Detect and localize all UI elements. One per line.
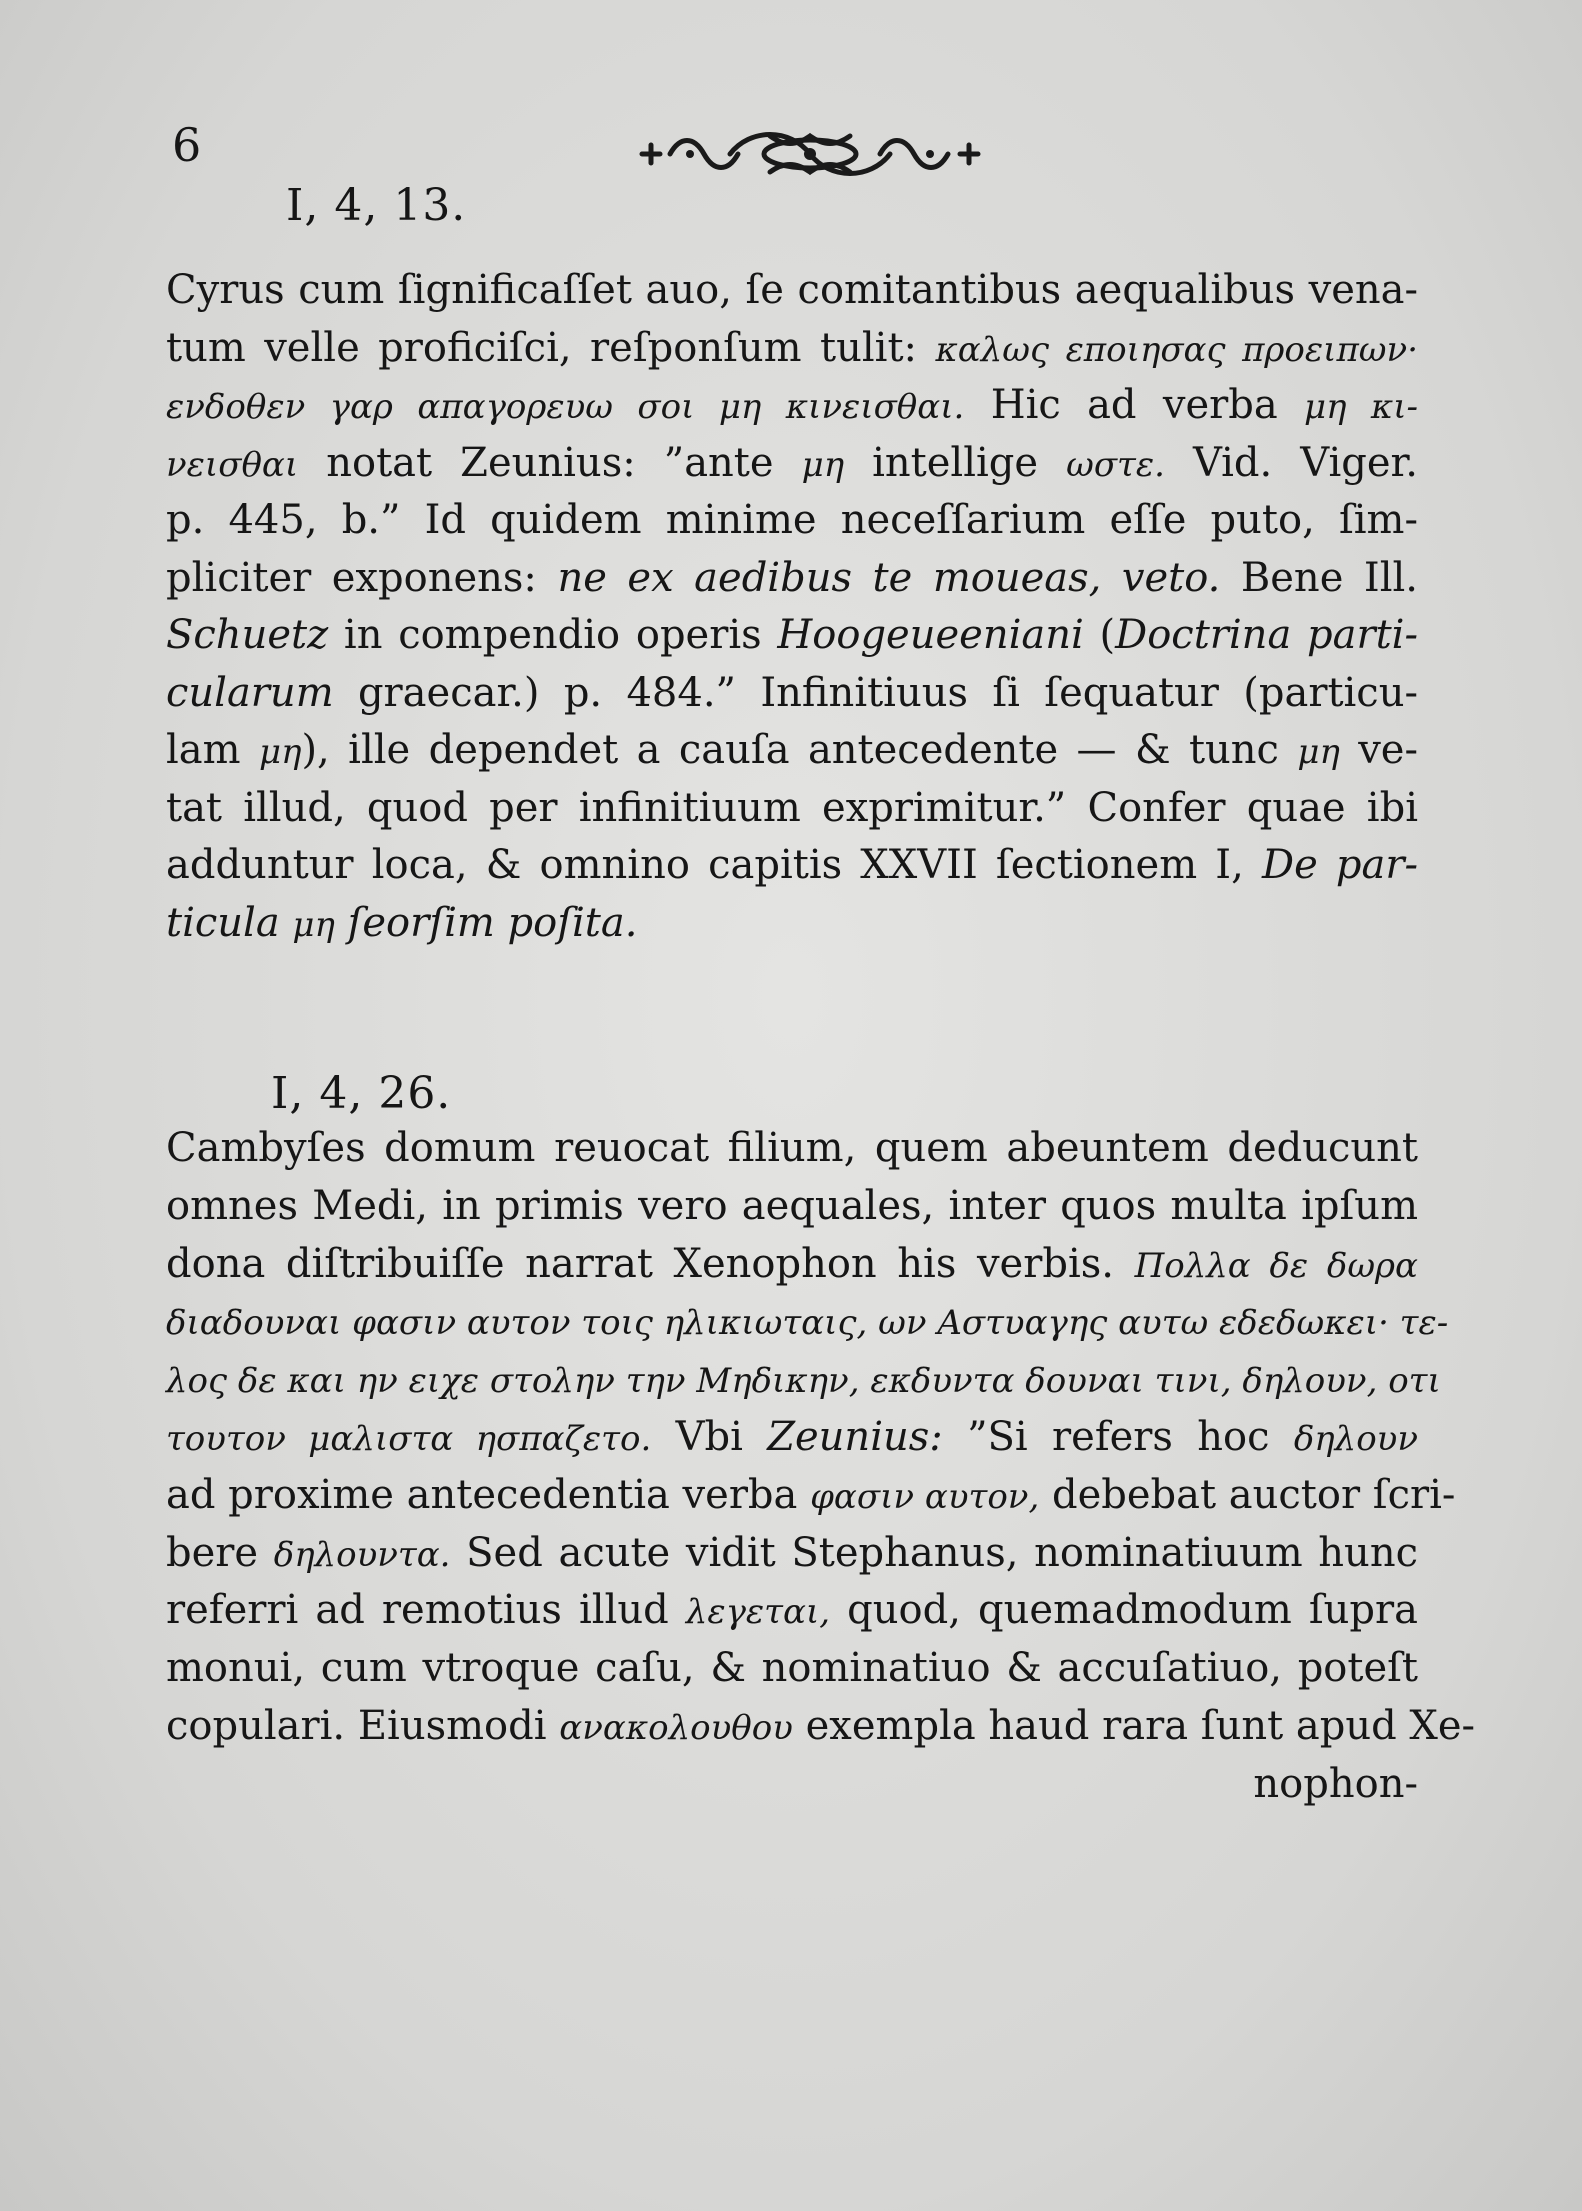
greek-text: δηλουντα.: [273, 1534, 451, 1575]
greek-text: Πολλα δε δωρα: [1134, 1245, 1419, 1286]
greek-text: ωστε.: [1066, 444, 1165, 485]
greek-text: μη: [1297, 732, 1340, 772]
italic-text: ſeorſim poſita.: [347, 899, 638, 946]
text-line: [166, 320, 1418, 376]
text-line: [166, 1409, 1418, 1465]
text-line: [166, 377, 1418, 433]
text-line: [166, 1467, 1456, 1523]
italic-text: ne ex aedibus te moueas, veto.: [557, 554, 1221, 601]
text-segment: [280, 900, 293, 946]
text-segment: Hic ad verba: [964, 382, 1305, 428]
italic-text: Zeunius:: [767, 1414, 943, 1460]
italic-text: De par-: [1262, 842, 1419, 888]
text-segment: in compendio operis: [328, 612, 778, 658]
text-segment: exempla haud rara ſunt apud Xe-: [792, 1703, 1476, 1749]
text-line: [166, 1293, 1449, 1349]
text-segment: tum velle proficiſci, reſponſum tulit:: [166, 324, 936, 371]
text-line: [166, 895, 1418, 951]
greek-text: φασιν αυτον,: [810, 1476, 1040, 1517]
italic-text: Hoogeueeniani: [777, 612, 1084, 658]
italic-text: ticula: [166, 899, 280, 946]
text-segment: graecar.) p. 484.” Infinitiuus ſi ſequatur (particu-: [333, 669, 1418, 716]
text-segment: Cyrus cum ſignificaſſet auo, ſe comitantibus aequalibus vena-: [166, 267, 1418, 313]
text-segment: p. 445, b.” Id quidem minime neceſſarium eſſe puto, ſim-: [166, 497, 1418, 543]
text-line: [166, 1120, 1418, 1176]
text-segment: ), ille dependet a cauſa antecedente — & tunc: [301, 727, 1298, 773]
text-segment: Vbi: [651, 1414, 768, 1460]
text-segment: [335, 900, 348, 946]
greek-text: τουτον μαλιστα ησπαζετο.: [166, 1419, 652, 1459]
text-segment: Bene Ill.: [1220, 554, 1418, 601]
italic-text: Doctrina parti-: [1115, 612, 1418, 658]
page-number: 6: [172, 118, 202, 172]
fleuron-ornament-icon: [630, 118, 990, 190]
greek-text: μη: [292, 904, 335, 945]
text-segment: adduntur loca, & omnino capitis XXVII ſectionem I,: [166, 842, 1262, 888]
text-line: [166, 550, 1418, 606]
text-segment: bere: [166, 1529, 274, 1576]
text-line: [166, 262, 1418, 318]
text-segment: ad proxime antecedentia verba: [166, 1471, 811, 1518]
greek-text: δηλουν: [1293, 1419, 1419, 1459]
text-segment: tat illud, quod per infinitiuum exprimitur.” Confer quae ibi: [166, 784, 1418, 831]
greek-text: μη: [801, 444, 845, 485]
text-segment: referri ad remotius illud: [166, 1587, 686, 1634]
greek-text: καλως εποιησας προειπων·: [935, 329, 1419, 370]
greek-text: διαδουναι φασιν αυτον τοις ηλικιωταις, ων Αστυαγης αυτω εδεδωκει· τε-: [166, 1303, 1449, 1344]
text-line: [166, 837, 1418, 893]
text-line: [166, 607, 1418, 663]
text-line: [166, 1698, 1476, 1754]
greek-text: νεισθαι: [166, 444, 299, 485]
text-line: [166, 1582, 1418, 1638]
greek-text: λεγεται,: [685, 1592, 831, 1633]
section-reference: I, 4, 13.: [286, 180, 467, 231]
text-segment: notat Zeunius: ”ante: [298, 439, 802, 486]
greek-text: λος δε και ην ειχε στολην την Μηδικην, εκδυντα δουναι τινι, δηλουν, οτι: [166, 1361, 1441, 1402]
section-reference: I, 4, 26.: [271, 1068, 452, 1119]
text-line: [166, 1640, 1418, 1696]
text-segment: debebat auctor ſcri-: [1039, 1471, 1456, 1518]
text-segment: pliciter exponens:: [166, 554, 558, 601]
text-segment: monui, cum vtroque caſu, & nominatiuo & accuſatiuo, poteſt: [166, 1645, 1418, 1692]
italic-text: Schuetz: [166, 612, 329, 658]
greek-text: μη κι-: [1304, 387, 1419, 427]
text-segment: lam: [166, 727, 259, 773]
text-line: [166, 780, 1418, 836]
text-line: [166, 665, 1418, 721]
text-segment: nophon-: [1253, 1760, 1418, 1807]
text-line: [166, 492, 1418, 548]
text-segment: Vid. Viger.: [1164, 439, 1418, 486]
text-segment: copulari. Eiusmodi: [166, 1703, 560, 1749]
text-segment: ”Si refers hoc: [942, 1414, 1294, 1460]
text-line: [166, 435, 1418, 491]
text-segment: (: [1083, 612, 1116, 658]
text-line: [166, 1525, 1418, 1581]
text-segment: intellige: [844, 439, 1067, 486]
text-segment: dona diſtribuiſſe narrat Xenophon his verbis.: [166, 1240, 1135, 1287]
greek-text: μη: [258, 732, 302, 772]
text-line: [166, 1178, 1418, 1234]
greek-text: ανακολουθου: [559, 1708, 793, 1748]
text-segment: Cambyſes domum reuocat filium, quem abeuntem deducunt: [166, 1125, 1418, 1171]
text-segment: Sed acute vidit Stephanus, nominatiuum hunc: [450, 1529, 1418, 1576]
italic-text: cularum: [166, 669, 334, 716]
text-segment: omnes Medi, in primis vero aequales, inter quos multa ipſum: [166, 1182, 1418, 1229]
text-segment: quod, quemadmodum ſupra: [830, 1587, 1418, 1634]
text-line: [166, 1756, 1418, 1812]
text-line: [166, 1236, 1418, 1292]
text-line: [166, 722, 1418, 778]
greek-text: ενδοθεν γαρ απαγορευω σοι μη κινεισθαι.: [166, 387, 965, 427]
text-segment: ve-: [1339, 727, 1418, 773]
text-line: [166, 1351, 1441, 1407]
